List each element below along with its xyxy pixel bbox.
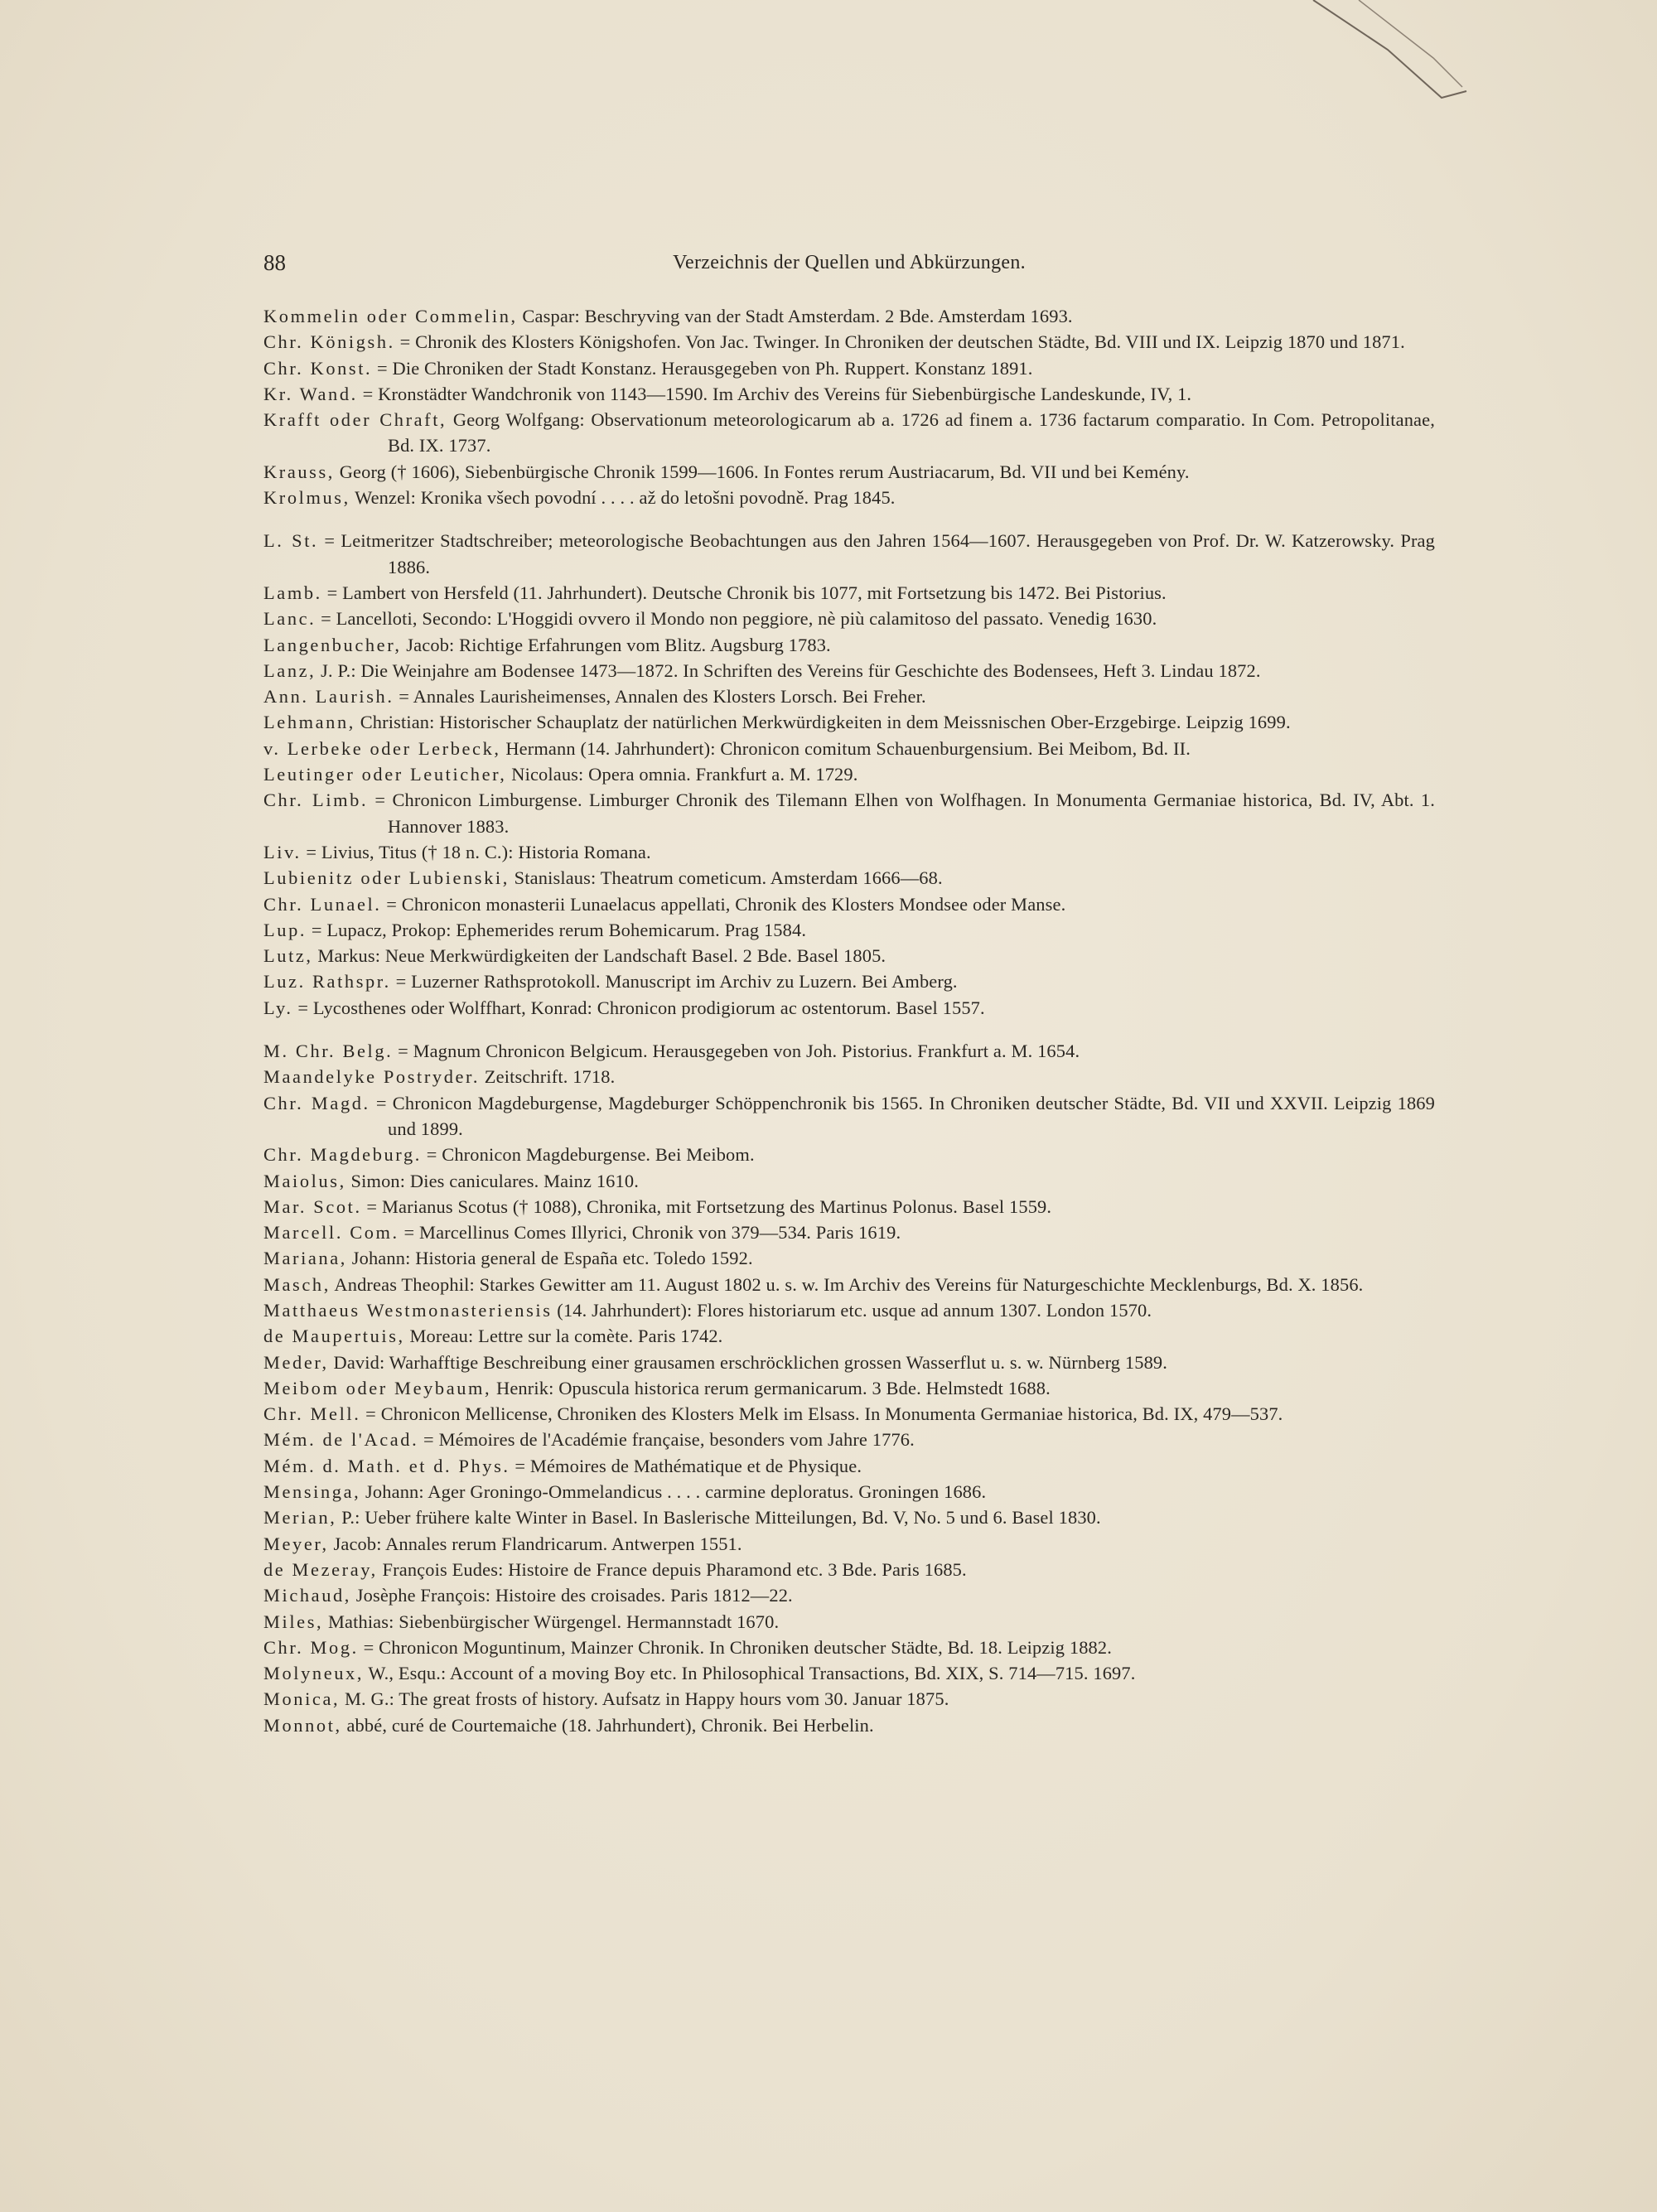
entry-name: Merian,: [263, 1507, 337, 1529]
entry-name: Chr. Lunael.: [263, 893, 382, 915]
entry-name: Monnot,: [263, 1714, 342, 1736]
bibliography-entry: [263, 865, 1435, 891]
bibliography-list: [263, 303, 1435, 1738]
entry-name: Chr. Limb.: [263, 790, 369, 811]
bibliography-entry: [263, 606, 1435, 631]
entry-name: Lanc.: [263, 608, 316, 630]
entry-name: Leutinger oder Leuticher,: [263, 764, 507, 785]
entry-name: de Mezeray,: [263, 1558, 378, 1580]
bibliography-entry: [263, 1090, 1435, 1142]
bibliography-entry: [263, 1142, 1435, 1167]
bibliography-entry: [263, 709, 1435, 735]
bibliography-entry: [263, 459, 1435, 485]
entry-name: Michaud,: [263, 1585, 351, 1606]
entry-name: Lup.: [263, 919, 307, 940]
entry-text: = Livius, Titus († 18 n. C.): Historia Romana.: [301, 841, 651, 862]
bibliography-entry: [263, 1504, 1435, 1530]
entry-text: Caspar: Beschryving van der Stadt Amsterdam. 2 Bde. Amsterdam 1693.: [517, 306, 1073, 326]
bibliography-entry: [263, 1660, 1435, 1686]
entry-name: Ly.: [263, 997, 293, 1018]
page-fold-crease: [1309, 0, 1657, 116]
bibliography-entry: [263, 658, 1435, 683]
bibliography-entry: [263, 968, 1435, 994]
entry-name: Meyer,: [263, 1533, 329, 1554]
entry-text: Johann: Ager Groningo-Ommelandicus . . . . carmine deploratus. Groningen 1686.: [360, 1481, 987, 1503]
entry-name: Liv.: [263, 841, 302, 862]
entry-text: David: Warhafftige Beschreibung einer grausamen erschröcklichen grossen Wasserflut u. s. w. Nürnberg 1589.: [328, 1351, 1168, 1373]
entry-text: = Lancelloti, Secondo: L'Hoggidi ovvero il Mondo non peggiore, nè più calamitoso del passato. Venedig 1630.: [316, 608, 1157, 630]
entry-text: = Chronicon Magdeburgense. Bei Meibom.: [421, 1144, 755, 1166]
entry-text: Jacob: Annales rerum Flandricarum. Antwerpen 1551.: [328, 1533, 742, 1554]
entry-text: abbé, curé de Courtemaiche (18. Jahrhundert), Chronik. Bei Herbelin.: [341, 1714, 874, 1736]
entry-text: Moreau: Lettre sur la comète. Paris 1742.: [404, 1326, 723, 1347]
entry-text: = Mémoires de Mathématique et de Physique.: [510, 1455, 862, 1476]
entry-text: Hermann (14. Jahrhundert): Chronicon comitum Schauenburgensium. Bei Meibom, Bd. II.: [500, 737, 1191, 759]
entry-text: (14. Jahrhundert): Flores historiarum etc. usque ad annum 1307. London 1570.: [552, 1299, 1152, 1321]
entry-text: = Magnum Chronicon Belgicum. Herausgegeben von Joh. Pistorius. Frankfurt a. M. 1654.: [393, 1041, 1080, 1062]
running-title: Verzeichnis der Quellen und Abkürzungen.: [673, 252, 1026, 273]
entry-text: = Chronicon Limburgense. Limburger Chronik des Tilemann Elhen von Wolfhagen. In Monumenta Germaniae historica, Bd. IV, Abt. 1. Hannover 1883.: [368, 790, 1435, 837]
entry-name: Chr. Mell.: [263, 1403, 361, 1425]
entry-text: = Chronicon Moguntinum, Mainzer Chronik. In Chroniken deutscher Städte, Bd. 18. Leipzig 1882.: [358, 1636, 1112, 1658]
bibliography-entry: [263, 1453, 1435, 1479]
entry-name: Lubienitz oder Lubienski,: [263, 867, 510, 889]
bibliography-entry: [263, 917, 1435, 943]
bibliography-entry: [263, 1531, 1435, 1557]
entry-text: = Kronstädter Wandchronik von 1143—1590. Im Archiv des Vereins für Siebenbürgische Landeskunde, IV, 1.: [357, 383, 1192, 404]
entry-name: Marcell. Com.: [263, 1222, 399, 1244]
entry-name: Molyneux,: [263, 1663, 365, 1684]
entry-name: Kommelin oder Commelin,: [263, 306, 518, 326]
entry-name: Luz. Rathspr.: [263, 971, 391, 993]
bibliography-entry: [263, 1272, 1435, 1297]
entry-text: Zeitschrift. 1718.: [480, 1066, 616, 1088]
entry-text: Henrik: Opuscula historica rerum germanicarum. 3 Bde. Helmstedt 1688.: [491, 1377, 1051, 1398]
bibliography-entry: [263, 787, 1435, 839]
bibliography-entry: [263, 580, 1435, 606]
bibliography-entry: [263, 1297, 1435, 1323]
bibliography-entry: [263, 528, 1435, 580]
entry-name: Chr. Mog.: [263, 1636, 359, 1658]
bibliography-entry: [263, 761, 1435, 787]
entry-text: Mathias: Siebenbürgischer Würgengel. Hermannstadt 1670.: [323, 1611, 780, 1632]
entry-name: Monica,: [263, 1688, 341, 1710]
bibliography-entry: [263, 995, 1435, 1021]
bibliography-entry: [263, 1219, 1435, 1245]
bibliography-entry: [263, 381, 1435, 407]
entry-name: Chr. Königsh.: [263, 331, 395, 353]
entry-text: Wenzel: Kronika všech povodní . . . . až do letošni povodně. Prag 1845.: [350, 487, 896, 509]
entry-text: Georg Wolfgang: Observationum meteorologicarum ab a. 1726 ad finem a. 1736 factarum comparatio. In Com. Petropolitanae, Bd. IX. 1737.: [388, 409, 1435, 456]
entry-name: Mar. Scot.: [263, 1195, 362, 1217]
entry-name: Krauss,: [263, 461, 335, 482]
bibliography-entry: [263, 736, 1435, 761]
entry-text: Markus: Neue Merkwürdigkeiten der Landschaft Basel. 2 Bde. Basel 1805.: [312, 945, 886, 967]
entry-name: Lehmann,: [263, 712, 355, 733]
entry-text: = Lambert von Hersfeld (11. Jahrhundert). Deutsche Chronik bis 1077, mit Fortsetzung bis 1472. Bei Pistorius.: [321, 582, 1167, 603]
entry-name: Chr. Magd.: [263, 1092, 370, 1113]
bibliography-entry: [263, 683, 1435, 709]
entry-text: = Chronicon Mellicense, Chroniken des Klosters Melk im Elsass. In Monumenta Germaniae historica, Bd. IX, 479—537.: [360, 1403, 1283, 1425]
entry-text: Jacob: Richtige Erfahrungen vom Blitz. Augsburg 1783.: [401, 634, 831, 655]
entry-name: Meder,: [263, 1351, 329, 1373]
entry-text: Johann: Historia general de España etc. Toledo 1592.: [347, 1248, 753, 1269]
bibliography-entry: [263, 1401, 1435, 1427]
entry-name: Miles,: [263, 1611, 324, 1632]
bibliography-entry: [263, 1245, 1435, 1271]
entry-name: Maiolus,: [263, 1170, 346, 1191]
entry-text: Josèphe François: Histoire des croisades. Paris 1812—22.: [351, 1585, 793, 1606]
bibliography-entry: [263, 1582, 1435, 1608]
bibliography-entry: [263, 1194, 1435, 1219]
bibliography-entry: [263, 1427, 1435, 1452]
entry-name: Ann. Laurish.: [263, 686, 394, 708]
entry-name: Chr. Magdeburg.: [263, 1144, 422, 1166]
bibliography-entry: [263, 1168, 1435, 1194]
entry-name: Mariana,: [263, 1248, 347, 1269]
bibliography-entry: [263, 1064, 1435, 1089]
bibliography-entry: [263, 329, 1435, 355]
entry-text: Nicolaus: Opera omnia. Frankfurt a. M. 1729.: [506, 764, 858, 785]
entry-text: Andreas Theophil: Starkes Gewitter am 11. August 1802 u. s. w. Im Archiv des Vereins für Naturgeschichte Mecklenburgs, Bd. X. 1856.: [330, 1273, 1364, 1295]
bibliography-entry: [263, 1557, 1435, 1582]
bibliography-entry: [263, 1350, 1435, 1375]
bibliography-entry: [263, 1712, 1435, 1738]
entry-text: = Chronik des Klosters Königshofen. Von Jac. Twinger. In Chroniken der deutschen Städte, Bd. VIII und IX. Leipzig 1870 und 1871.: [394, 331, 1405, 353]
entry-text: Christian: Historischer Schauplatz der natürlichen Merkwürdigkeiten in dem Meissnischen Ober-Erzgebirge. Leipzig 1699.: [355, 712, 1291, 733]
bibliography-entry: [263, 1375, 1435, 1401]
entry-text: = Lycosthenes oder Wolffhart, Konrad: Chronicon prodigiorum ac ostentorum. Basel 1557.: [292, 997, 985, 1018]
bibliography-entry: [263, 303, 1435, 329]
entry-name: de Maupertuis,: [263, 1326, 405, 1347]
entry-name: Matthaeus Westmonasteriensis: [263, 1299, 553, 1321]
entry-name: Mém. de l'Acad.: [263, 1429, 419, 1451]
entry-text: M. G.: The great frosts of history. Aufsatz in Happy hours vom 30. Januar 1875.: [340, 1688, 949, 1710]
bibliography-entry: [263, 355, 1435, 381]
entry-name: Krolmus,: [263, 487, 350, 509]
entry-text: = Marianus Scotus († 1088), Chronika, mit Fortsetzung des Martinus Polonus. Basel 1559.: [361, 1195, 1052, 1217]
page-header: [263, 249, 1435, 282]
entry-name: Mém. d. Math. et d. Phys.: [263, 1455, 510, 1476]
entry-name: Krafft oder Chraft,: [263, 409, 447, 431]
bibliography-entry: [263, 1609, 1435, 1635]
entry-text: = Chronicon Magdeburgense, Magdeburger Schöppenchronik bis 1565. In Chroniken deutscher Städte, Bd. VII und XXVII. Leipzig 1869 und 1899.: [370, 1092, 1435, 1139]
entry-name: L. St.: [263, 530, 319, 552]
entry-text: François Eudes: Histoire de France depuis Pharamond etc. 3 Bde. Paris 1685.: [377, 1558, 967, 1580]
entry-name: Lutz,: [263, 945, 313, 967]
bibliography-entry: [263, 632, 1435, 658]
entry-name: Mensinga,: [263, 1481, 361, 1503]
entry-text: = Annales Laurisheimenses, Annalen des Klosters Lorsch. Bei Freher.: [394, 686, 926, 708]
page-number: 88: [263, 250, 286, 275]
bibliography-entry: [263, 1686, 1435, 1712]
entry-text: W., Esqu.: Account of a moving Boy etc. In Philosophical Transactions, Bd. XIX, S. 714—715. 1697.: [364, 1663, 1136, 1684]
bibliography-entry: [263, 407, 1435, 459]
entry-name: Lanz,: [263, 659, 316, 681]
entry-name: Kr. Wand.: [263, 383, 358, 404]
entry-name: Chr. Konst.: [263, 357, 373, 379]
bibliography-entry: [263, 1479, 1435, 1504]
entry-text: Stanislaus: Theatrum cometicum. Amsterdam 1666—68.: [509, 867, 943, 889]
bibliography-entry: [263, 1038, 1435, 1064]
entry-name: v. Lerbeke oder Lerbeck,: [263, 737, 501, 759]
bibliography-entry: [263, 839, 1435, 865]
entry-text: J. P.: Die Weinjahre am Bodensee 1473—1872. In Schriften des Vereins für Geschichte des Bodensees, Heft 3. Lindau 1872.: [316, 659, 1261, 681]
bibliography-entry: [263, 891, 1435, 917]
entry-name: Langenbucher,: [263, 634, 402, 655]
entry-text: = Lupacz, Prokop: Ephemerides rerum Bohemicarum. Prag 1584.: [307, 919, 807, 940]
bibliography-entry: [263, 485, 1435, 510]
entry-name: Meibom oder Meybaum,: [263, 1377, 492, 1398]
entry-text: = Die Chroniken der Stadt Konstanz. Herausgegeben von Ph. Ruppert. Konstanz 1891.: [372, 357, 1033, 379]
entry-text: Simon: Dies caniculares. Mainz 1610.: [345, 1170, 639, 1191]
entry-name: Lamb.: [263, 582, 322, 603]
bibliography-entry: [263, 1635, 1435, 1660]
entry-text: = Marcellinus Comes Illyrici, Chronik von 379—534. Paris 1619.: [399, 1222, 901, 1244]
bibliography-entry: [263, 1323, 1435, 1349]
entry-text: Georg († 1606), Siebenbürgische Chronik 1599—1606. In Fontes rerum Austriacarum, Bd. VII und bei Kemény.: [334, 461, 1190, 482]
entry-text: P.: Ueber frühere kalte Winter in Basel. In Baslerische Mitteilungen, Bd. V, No. 5 und 6. Basel 1830.: [336, 1507, 1101, 1529]
entry-text: = Mémoires de l'Académie française, besonders vom Jahre 1776.: [418, 1429, 915, 1451]
entry-name: Masch,: [263, 1273, 331, 1295]
entry-text: = Leitmeritzer Stadtschreiber; meteorologische Beobachtungen aus den Jahren 1564—1607. Herausgegeben von Prof. Dr. W. Katzerowsky. Prag 1886.: [318, 530, 1435, 577]
entry-text: = Chronicon monasterii Lunaelacus appellati, Chronik des Klosters Mondsee oder Manse.: [381, 893, 1066, 915]
entry-text: = Luzerner Rathsprotokoll. Manuscript im Archiv zu Luzern. Bei Amberg.: [390, 971, 958, 993]
bibliography-entry: [263, 943, 1435, 968]
entry-name: M. Chr. Belg.: [263, 1041, 394, 1062]
entry-name: Maandelyke Postryder.: [263, 1066, 481, 1088]
